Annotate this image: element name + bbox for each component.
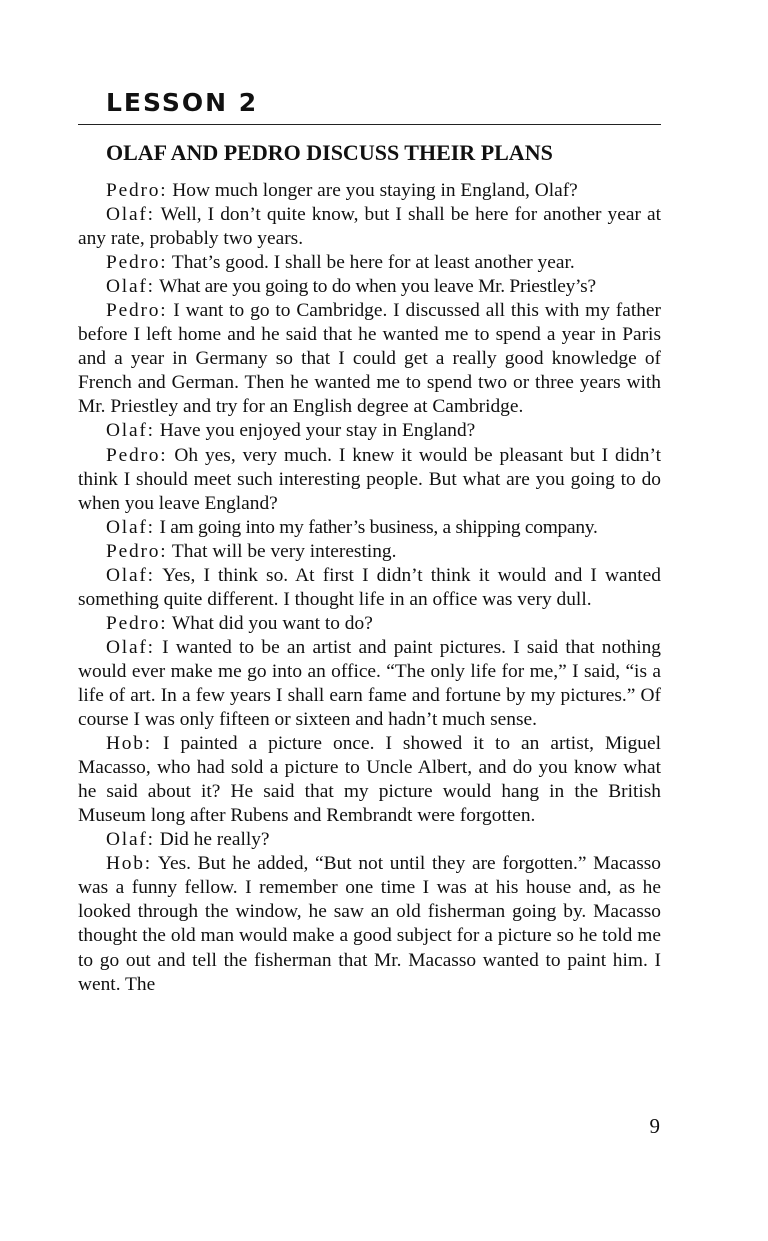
speaker: Olaf: <box>106 829 155 851</box>
speaker: Olaf: <box>106 564 155 586</box>
dialogue-line <box>78 251 661 275</box>
line-text: That will be very interesting. <box>167 540 397 562</box>
speaker: Olaf: <box>106 204 155 226</box>
speaker: Pedro: <box>106 180 168 201</box>
dialogue-line <box>78 203 661 251</box>
speaker: Olaf: <box>106 636 155 658</box>
speaker: Olaf: <box>106 516 155 538</box>
dialogue-line <box>78 419 661 443</box>
dialogue-line <box>78 852 661 996</box>
speaker: Pedro: <box>106 252 168 274</box>
line-text: I wanted to be an artist and paint pictures. I said that nothing would ever make me go into an office. “The only life for me,” I said, “is a life of art. In a few years I shall earn fame and fortune by my pictures.” Of course I was only fifteen or sixteen and hadn’t much sense. <box>78 636 661 731</box>
line-text: That’s good. I shall be here for at least another year. <box>167 252 575 274</box>
dialogue-line <box>78 636 661 732</box>
line-text: Well, I don’t quite know, but I shall be here for another year at any rate, probably two years. <box>78 204 661 250</box>
dialogue-line <box>78 516 661 540</box>
heading-rule <box>78 124 661 125</box>
speaker: Hob: <box>106 733 152 755</box>
chapter-title: OLAF AND PEDRO DISCUSS THEIR PLANS <box>106 140 553 165</box>
dialogue-line <box>78 732 661 828</box>
line-text: What are you going to do when you leave Mr. Priestley’s? <box>154 276 596 298</box>
dialogue-line <box>78 275 661 299</box>
speaker: Pedro: <box>106 612 168 634</box>
line-text: I am going into my father’s business, a shipping company. <box>154 516 598 538</box>
dialogue-line <box>78 540 661 564</box>
line-text: What did you want to do? <box>167 612 373 634</box>
line-text: Yes. But he added, “But not until they are forgotten.” Macasso was a funny fellow. I remember one time I was at his house and, as he looked through the window, he saw an old fisherman going by. Macasso thought the old man would make a good subject for a picture so he told me to go out and tell the fisherman that Mr. Macasso wanted to paint him. I went. The <box>78 853 661 995</box>
line-text: I want to go to Cambridge. I discussed all this with my father before I left home and he said that he wanted me to spend a year in Paris and a year in Germany so that I could get a really good knowledge of French and German. Then he wanted me to spend two or three years with Mr. Priestley and try for an English degree at Cambridge. <box>78 300 661 418</box>
speaker: Olaf: <box>106 420 155 442</box>
line-text: I painted a picture once. I showed it to an artist, Miguel Macasso, who had sold a picture to Uncle Albert, and do you know what he said about it? He said that my picture would hang in the British Museum long after Rubens and Rembrandt were forgotten. <box>78 733 661 827</box>
dialogue-line <box>78 828 661 852</box>
line-text: Yes, I think so. At first I didn’t think it would and I wanted something quite different. I thought life in an office was very dull. <box>78 564 661 610</box>
dialogue-line <box>78 564 661 612</box>
line-text: Oh yes, very much. I knew it would be pleasant but I didn’t think I should meet such interesting people. But what are you going to do when you leave England? <box>78 444 661 514</box>
speaker: Pedro: <box>106 444 168 466</box>
line-text: Did he really? <box>154 829 270 851</box>
speaker: Pedro: <box>106 300 168 322</box>
dialogue-body <box>78 179 661 997</box>
line-text: How much longer are you staying in England, Olaf? <box>167 180 578 201</box>
speaker: Hob: <box>106 853 152 875</box>
dialogue-line <box>78 444 661 516</box>
dialogue-line <box>78 179 661 203</box>
dialogue-line <box>78 299 661 419</box>
line-text: Have you enjoyed your stay in England? <box>154 420 476 442</box>
speaker: Olaf: <box>106 276 155 298</box>
dialogue-line <box>78 612 661 636</box>
lesson-heading: LESSON 2 <box>106 88 259 117</box>
page-number: 9 <box>649 1114 660 1138</box>
speaker: Pedro: <box>106 540 168 562</box>
